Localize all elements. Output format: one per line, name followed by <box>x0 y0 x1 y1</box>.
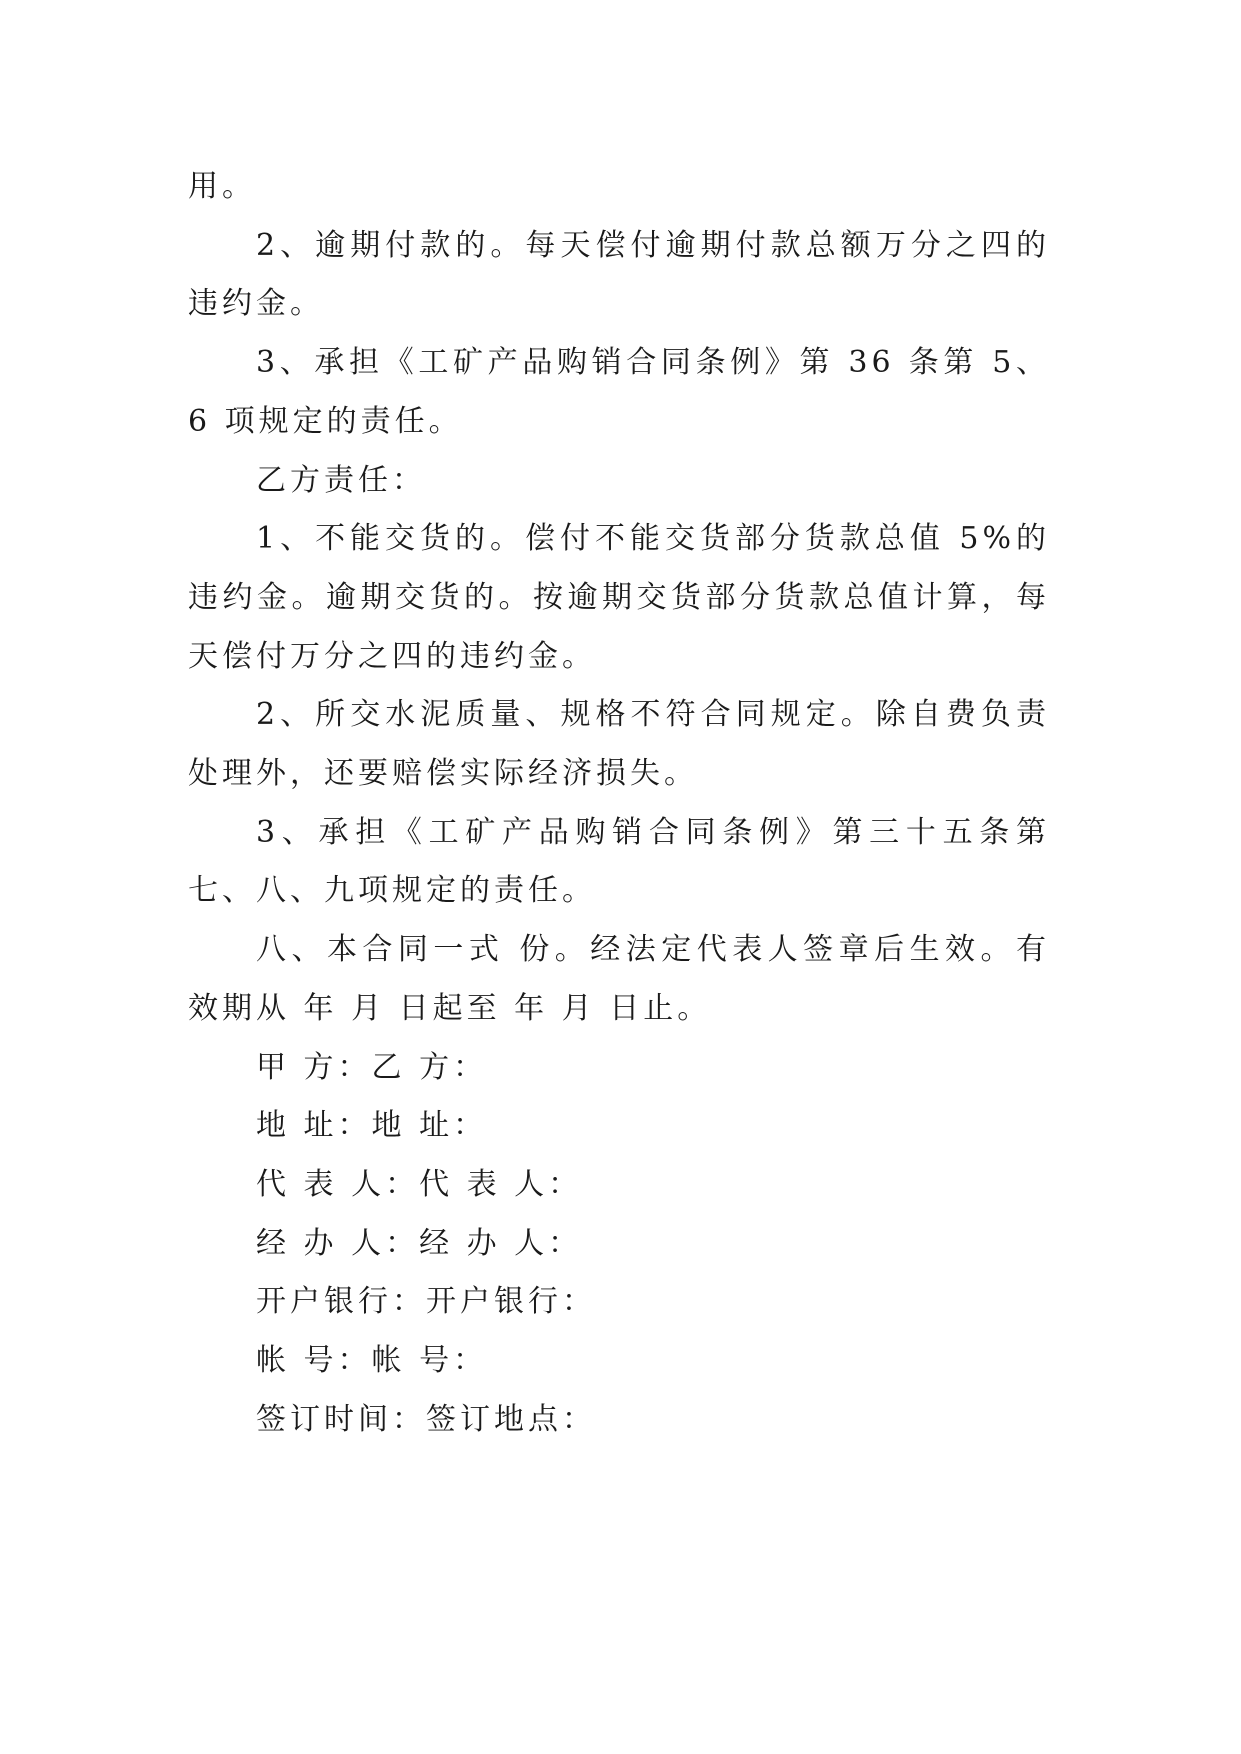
paragraph-party-b-heading: 乙方责任： <box>256 462 426 498</box>
signature-representative: 代 表 人：代 表 人： <box>256 1166 583 1202</box>
paragraph-party-b-item-1: 1、不能交货的。偿付不能交货部分货款总值 5%的违约金。逾期交货的。按逾期交货部分货款总值计算，每天偿付万分之四的违约金。 <box>188 521 1050 674</box>
signature-bank: 开户银行：开户银行： <box>256 1284 596 1320</box>
document-body <box>188 158 1050 1449</box>
paragraph-clause-8: 八、本合同一式 份。经法定代表人签章后生效。有效期从 年 月 日起至 年 月 日止。 <box>188 932 1050 1026</box>
paragraph-party-a-item-2: 2、逾期付款的。每天偿付逾期付款总额万分之四的违约金。 <box>188 227 1050 322</box>
signature-address: 地 址：地 址： <box>256 1108 488 1144</box>
signature-date-place: 签订时间：签订地点： <box>256 1401 596 1437</box>
paragraph-party-b-item-2: 2、所交水泥质量、规格不符合同规定。除自费负责处理外，还要赔偿实际经济损失。 <box>188 697 1050 792</box>
paragraph-party-b-item-3: 3、承担《工矿产品购销合同条例》第三十五条第七、八、九项规定的责任。 <box>188 814 1050 909</box>
paragraph-continuation: 用。 <box>188 169 256 204</box>
paragraph-party-a-item-3: 3、承担《工矿产品购销合同条例》第 36 条第 5、6 项规定的责任。 <box>188 345 1050 439</box>
signature-handler: 经 办 人：经 办 人： <box>256 1225 583 1261</box>
signature-account: 帐 号：帐 号： <box>256 1343 488 1379</box>
signature-parties: 甲 方：乙 方： <box>256 1049 488 1085</box>
